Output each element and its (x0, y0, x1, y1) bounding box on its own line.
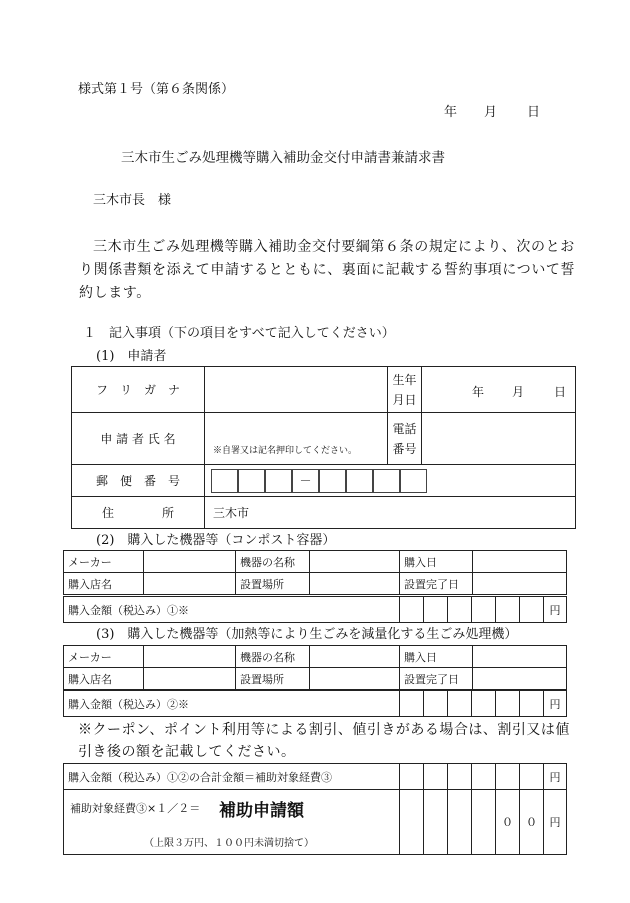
form-number: 様式第１号（第６条関係） (78, 82, 235, 97)
amount-digit[interactable] (400, 764, 424, 790)
furigana-label: フ リ ガ ナ (72, 367, 205, 413)
birth-month: 月 (512, 385, 525, 399)
amount-digit[interactable] (400, 691, 424, 717)
total-yen: 円 (544, 764, 567, 790)
birth-year: 年 (472, 385, 485, 399)
amount-digit[interactable] (424, 691, 448, 717)
compost-amount-table (63, 596, 567, 623)
amount-digit[interactable] (448, 790, 472, 855)
processor-purchase-date-field[interactable] (473, 646, 567, 668)
address-value: 三木市 (213, 506, 250, 520)
birth-day: 日 (554, 385, 567, 399)
subsidy-formula: 補助対象経費③×１／２＝ (70, 802, 201, 815)
processor-purchase-date-label: 購入日 (400, 646, 473, 668)
postal-digit[interactable] (238, 469, 265, 493)
section-1-heading: １ 記入事項（下の項目をすべて記入してください） (83, 326, 395, 341)
compost-heading: (2) 購入した機器等（コンポスト容器） (96, 533, 336, 548)
amount-digit[interactable] (472, 597, 496, 623)
processor-maker-field[interactable] (144, 646, 236, 668)
processor-install-done-field[interactable] (473, 668, 567, 690)
amount-digit[interactable] (400, 790, 424, 855)
compost-amount-label: 購入金額（税込み）①※ (64, 597, 400, 623)
tel-label: 電話 番号 (388, 413, 422, 465)
postal-digit[interactable] (373, 469, 400, 493)
amount-digit[interactable] (472, 691, 496, 717)
processor-install-done-label: 設置完了日 (400, 668, 473, 690)
processor-heading: (3) 購入した機器等（加熱等により生ごみを減量化する生ごみ処理機） (96, 627, 518, 642)
amount-digit[interactable] (424, 764, 448, 790)
intro-line-2: り関係書類を添えて申請するとともに、裏面に記載する誓約事項について誓 (79, 262, 576, 278)
discount-note-line-1: ※クーポン、ポイント利用等による割引、値引きがある場合は、割引又は値 (78, 722, 570, 738)
postal-dash: － (292, 469, 319, 493)
processor-yen: 円 (544, 691, 567, 717)
intro-line-3: 約します。 (79, 285, 151, 301)
birth-label: 生年 月日 (388, 367, 422, 413)
processor-amount-label: 購入金額（税込み）②※ (64, 691, 400, 717)
postal-digit[interactable] (319, 469, 346, 493)
processor-install-place-field[interactable] (310, 668, 400, 690)
subsidy-limit-note: （上限３万円、１００円未満切捨て） (144, 838, 314, 849)
processor-maker-label: メーカー (64, 646, 144, 668)
postal-digit[interactable] (346, 469, 373, 493)
compost-shop-field[interactable] (144, 573, 236, 595)
subsidy-yen: 円 (544, 790, 567, 855)
amount-digit[interactable] (520, 691, 544, 717)
date-month: 月 (484, 105, 498, 120)
postal-field[interactable] (205, 465, 576, 497)
document-title: 三木市生ごみ処理機等購入補助金交付申請書兼請求書 (121, 150, 445, 166)
compost-table (63, 550, 567, 595)
subsidy-amount-title: 補助申請額 (219, 801, 304, 821)
tel-field[interactable] (422, 413, 576, 465)
compost-device-field[interactable] (310, 551, 400, 573)
amount-digit[interactable] (496, 691, 520, 717)
postal-digit[interactable] (400, 469, 427, 493)
amount-digit[interactable] (520, 597, 544, 623)
name-field[interactable] (205, 413, 388, 465)
date-year: 年 (444, 105, 458, 120)
compost-purchase-date-label: 購入日 (400, 551, 473, 573)
processor-table (63, 645, 567, 690)
total-label: 購入金額（税込み）①②の合計金額＝補助対象経費③ (64, 764, 400, 790)
processor-device-label: 機器の名称 (236, 646, 310, 668)
compost-install-place-label: 設置場所 (236, 573, 310, 595)
compost-install-done-label: 設置完了日 (400, 573, 473, 595)
amount-digit[interactable] (472, 790, 496, 855)
amount-digit[interactable] (520, 764, 544, 790)
compost-shop-label: 購入店名 (64, 573, 144, 595)
address-label: 住 所 (72, 497, 205, 529)
compost-purchase-date-field[interactable] (473, 551, 567, 573)
postal-label: 郵 便 番 号 (72, 465, 205, 497)
amount-digit[interactable] (496, 597, 520, 623)
addressee: 三木市長 様 (93, 193, 172, 208)
amount-digit[interactable] (472, 764, 496, 790)
compost-install-done-field[interactable] (473, 573, 567, 595)
compost-device-label: 機器の名称 (236, 551, 310, 573)
fixed-zero-tens: ０ (496, 790, 520, 855)
amount-digit[interactable] (448, 691, 472, 717)
birth-field[interactable] (422, 367, 576, 413)
amount-digit[interactable] (424, 597, 448, 623)
postal-digit[interactable] (211, 469, 238, 493)
subsidy-formula-cell (64, 790, 400, 855)
compost-install-place-field[interactable] (310, 573, 400, 595)
furigana-field[interactable] (205, 367, 388, 413)
amount-digit[interactable] (400, 597, 424, 623)
applicant-heading: (1) 申請者 (96, 349, 167, 364)
compost-yen: 円 (544, 597, 567, 623)
name-label: 申 請 者 氏 名 (72, 413, 205, 465)
intro-line-1: 三木市生ごみ処理機等購入補助金交付要綱第６条の規定により、次のとお (93, 239, 575, 255)
amount-digit[interactable] (448, 764, 472, 790)
compost-maker-field[interactable] (144, 551, 236, 573)
amount-digit[interactable] (424, 790, 448, 855)
processor-shop-field[interactable] (144, 668, 236, 690)
processor-install-place-label: 設置場所 (236, 668, 310, 690)
processor-shop-label: 購入店名 (64, 668, 144, 690)
discount-note-line-2: 引き後の額を記載してください。 (78, 744, 296, 760)
applicant-table (71, 366, 576, 529)
amount-digit[interactable] (496, 764, 520, 790)
compost-maker-label: メーカー (64, 551, 144, 573)
name-note: ※自署又は記名押印してください。 (213, 446, 358, 456)
processor-device-field[interactable] (310, 646, 400, 668)
postal-digit[interactable] (265, 469, 292, 493)
total-table (63, 763, 567, 855)
date-day: 日 (527, 105, 541, 120)
amount-digit[interactable] (448, 597, 472, 623)
address-field[interactable] (205, 497, 576, 529)
fixed-zero-ones: ０ (520, 790, 544, 855)
processor-amount-table (63, 690, 567, 717)
